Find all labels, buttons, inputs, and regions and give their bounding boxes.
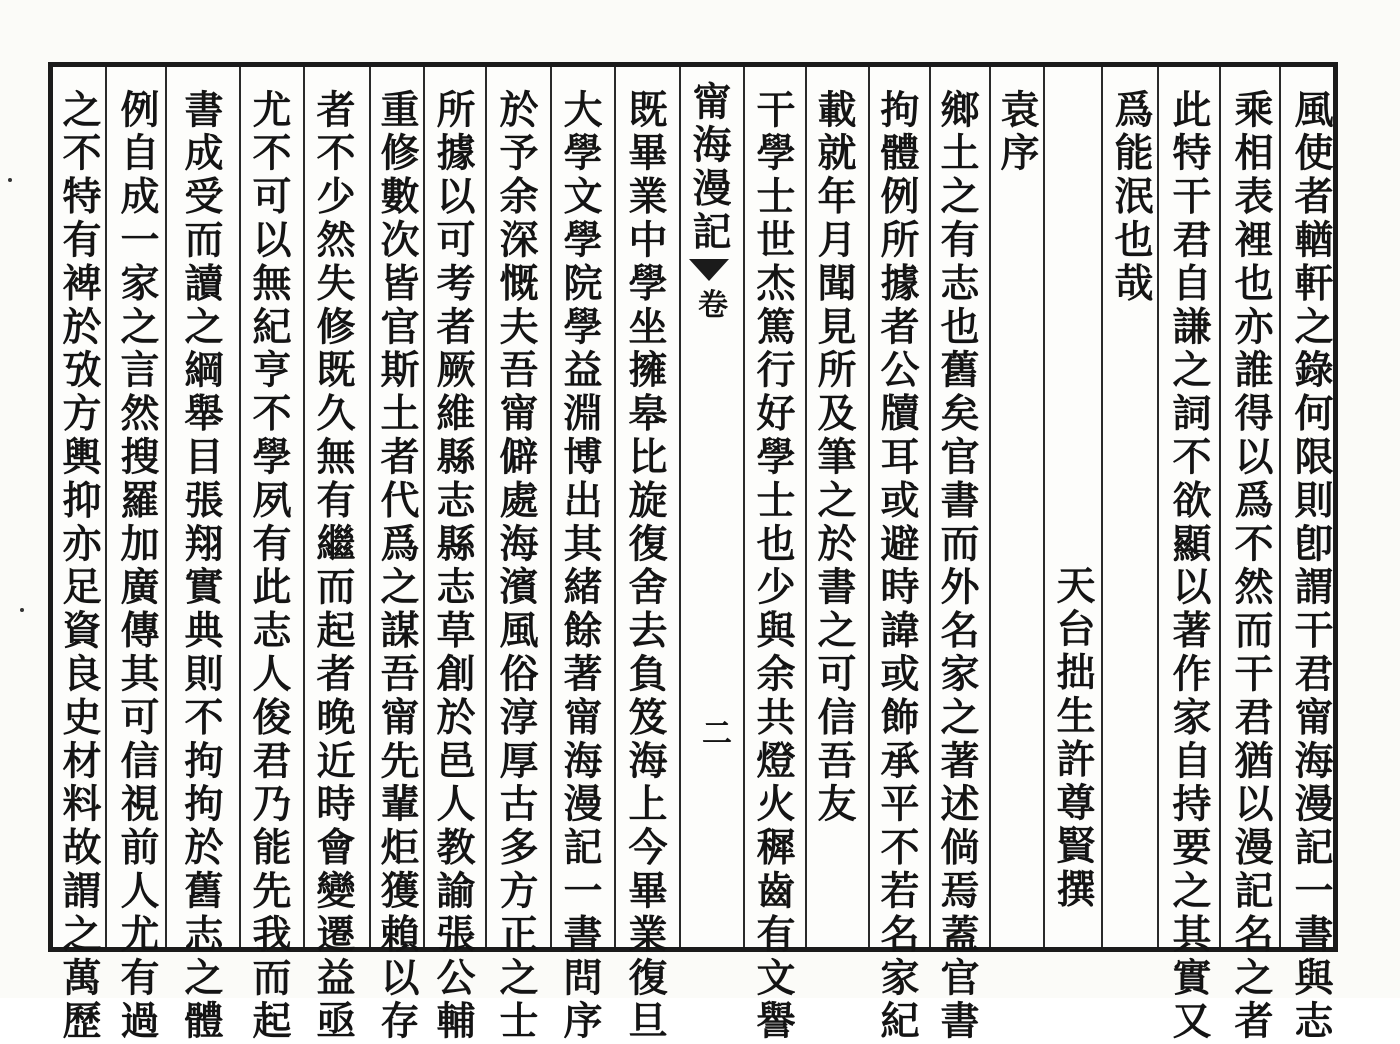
- column-rule: [614, 67, 616, 947]
- text-column: 所據以可考者厥維縣志縣志草創於邑人教諭張公輔: [430, 89, 476, 1044]
- column-rule: [989, 67, 991, 947]
- page-number: 二: [696, 717, 731, 752]
- author-line: 天台拙生許尊賢撰: [1050, 565, 1096, 913]
- column-rule: [105, 67, 107, 947]
- page-frame: [48, 62, 1338, 1044]
- column-rule: [303, 67, 305, 947]
- preface-heading: 袁序: [994, 89, 1040, 176]
- volume-label: 卷: [692, 288, 727, 321]
- text-column: 書成受而讀之綱舉目張翔實典則不拘拘於舊志之體: [178, 89, 224, 1044]
- column-rule: [743, 67, 745, 947]
- text-column: 重修數次皆官斯土者代爲之謀吾甯先輩炬獲賴以存: [374, 89, 420, 1044]
- text-column: 鄉土之有志也舊矣官書而外名家之著述倘焉蓋官書: [934, 89, 980, 1044]
- text-column: 大學文學院學益淵博出其緒餘著甯海漫記一書問序: [557, 89, 603, 1044]
- column-rule: [550, 67, 552, 947]
- column-rule: [679, 67, 681, 947]
- column-rule: [805, 67, 807, 947]
- column-rule: [929, 67, 931, 947]
- column-rule: [1043, 67, 1045, 947]
- ink-speck: [20, 608, 24, 612]
- text-column: 拘體例所據者公牘耳或避時諱或飾承平不若名家紀: [874, 89, 920, 1044]
- text-column: 於予余深慨夫吾甯僻處海濱風俗淳厚古多方正之士: [493, 89, 539, 1044]
- column-rule: [369, 67, 371, 947]
- text-column: 乘相表裡也亦誰得以爲不然而干君猶以漫記名之者: [1228, 89, 1274, 1044]
- text-column: 尤不可以無紀亨不學夙有此志人俊君乃能先我而起: [246, 89, 292, 1044]
- text-column: 載就年月聞見所及筆之於書之可信吾友: [811, 89, 857, 827]
- text-column: 既畢業中學坐擁皋比旋復舍去負笈海上今畢業復旦: [622, 89, 668, 1044]
- fish-tail-icon: [689, 259, 729, 285]
- column-rule: [485, 67, 487, 947]
- text-column: 風使者輶軒之錄何限則卽謂干君甯海漫記一書與志: [1288, 89, 1334, 1044]
- ink-speck: [8, 178, 12, 182]
- column-rule: [1279, 67, 1281, 947]
- text-column: 爲能泯也哉: [1108, 89, 1154, 306]
- text-column: 干學士世杰篤行好學士也少與余共燈火穉齒有文譽: [750, 89, 796, 1044]
- text-column: 之不特有裨於攷方輿抑亦足資良史材料故謂之萬歷: [56, 89, 102, 1044]
- column-rule: [423, 67, 425, 947]
- column-rule: [1219, 67, 1221, 947]
- column-rule: [239, 67, 241, 947]
- text-column: 此特干君自謙之詞不欲顯以著作家自持要之其實又: [1166, 89, 1212, 1044]
- column-rule: [868, 67, 870, 947]
- book-title: 甯海漫記: [686, 81, 732, 255]
- center-fold: [685, 81, 733, 321]
- column-rule: [165, 67, 167, 947]
- text-column: 者不少然失修既久無有繼而起者晚近時會變遷益亟: [310, 89, 356, 1044]
- column-rule: [1101, 67, 1103, 947]
- column-rule: [1157, 67, 1159, 947]
- text-column: 例自成一家之言然搜羅加廣傳其可信視前人尤有過: [114, 89, 160, 1044]
